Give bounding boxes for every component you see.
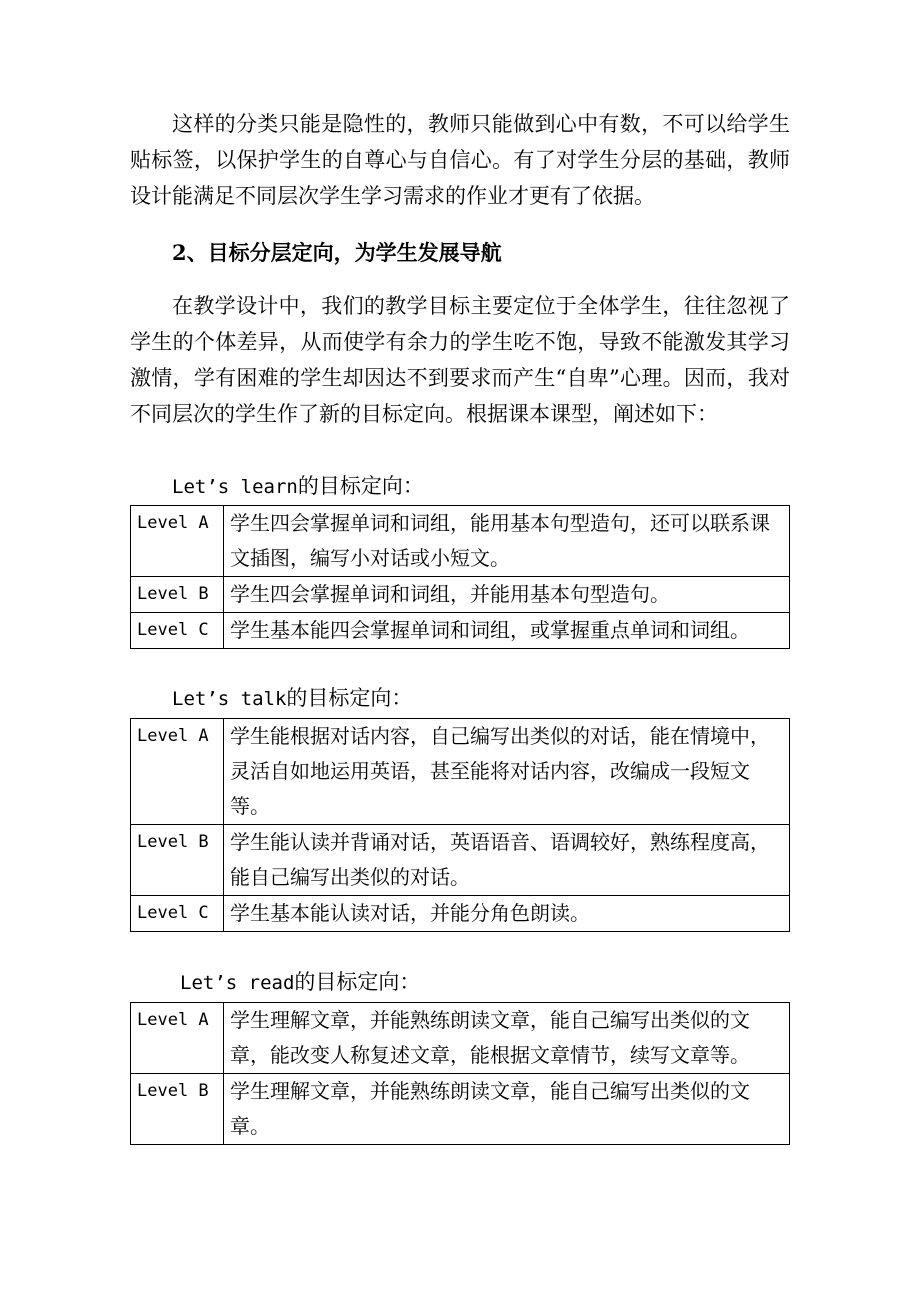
- level-description: 学生理解文章，并能熟练朗读文章，能自己编写出类似的文章。: [224, 1074, 790, 1145]
- level-description: 学生基本能四会掌握单词和词组，或掌握重点单词和词组。: [224, 613, 790, 649]
- caption-lets-read-zh: 的目标定向：: [294, 970, 421, 994]
- table-row: [131, 613, 790, 649]
- table-row: [131, 896, 790, 932]
- caption-lets-read-en: Let’s read: [180, 972, 295, 994]
- table-lets-read: [130, 1002, 790, 1145]
- paragraph-classification: 这样的分类只能是隐性的，教师只能做到心中有数，不可以给学生贴标签，以保护学生的自尊心与自信心。有了对学生分层的基础，教师设计能满足不同层次学生学习需求的作业才更有了依据。: [130, 112, 790, 208]
- table-row: [131, 577, 790, 613]
- level-description: 学生基本能认读对话，并能分角色朗读。: [224, 896, 790, 932]
- caption-lets-learn-en: Let’s learn: [172, 476, 298, 498]
- level-label: Level C: [131, 613, 224, 649]
- table-row: [131, 1074, 790, 1145]
- level-description: 学生理解文章，并能熟练朗读文章，能自己编写出类似的文章，能改变人称复述文章，能根据文章情节，续写文章等。: [224, 1003, 790, 1074]
- caption-lets-learn-zh: 的目标定向：: [297, 474, 424, 498]
- caption-lets-learn: [172, 471, 424, 502]
- table-row: [131, 719, 790, 825]
- table-lets-learn: [130, 505, 790, 649]
- level-description: 学生能根据对话内容，自己编写出类似的对话，能在情境中，灵活自如地运用英语，甚至能将对话内容，改编成一段短文等。: [224, 719, 790, 825]
- level-label: Level A: [131, 1003, 224, 1074]
- paragraph-goal-setting: 在教学设计中，我们的教学目标主要定位于全体学生，往往忽视了学生的个体差异，从而使学有余力的学生吃不饱，导致不能激发其学习激情，学有困难的学生却因达不到要求而产生“自卑”心理。因而，我对不同层次的学生作了新的目标定向。根据课本课型，阐述如下：: [130, 294, 790, 426]
- section-heading: 2、目标分层定向，为学生发展导航: [172, 240, 502, 265]
- table-row: [131, 506, 790, 577]
- level-label: Level A: [131, 719, 224, 825]
- caption-lets-read: [180, 967, 420, 998]
- table-lets-talk: [130, 718, 790, 932]
- level-description: 学生四会掌握单词和词组，能用基本句型造句，还可以联系课文插图，编写小对话或小短文。: [224, 506, 790, 577]
- table-row: [131, 1003, 790, 1074]
- level-label: Level B: [131, 825, 224, 896]
- level-description: 学生能认读并背诵对话，英语语音、语调较好，熟练程度高，能自己编写出类似的对话。: [224, 825, 790, 896]
- level-description: 学生四会掌握单词和词组，并能用基本句型造句。: [224, 577, 790, 613]
- caption-lets-talk-en: Let’s talk: [172, 688, 287, 710]
- caption-lets-talk: [172, 683, 412, 714]
- level-label: Level C: [131, 896, 224, 932]
- level-label: Level A: [131, 506, 224, 577]
- caption-lets-talk-zh: 的目标定向：: [286, 686, 413, 710]
- level-label: Level B: [131, 1074, 224, 1145]
- level-label: Level B: [131, 577, 224, 613]
- table-row: [131, 825, 790, 896]
